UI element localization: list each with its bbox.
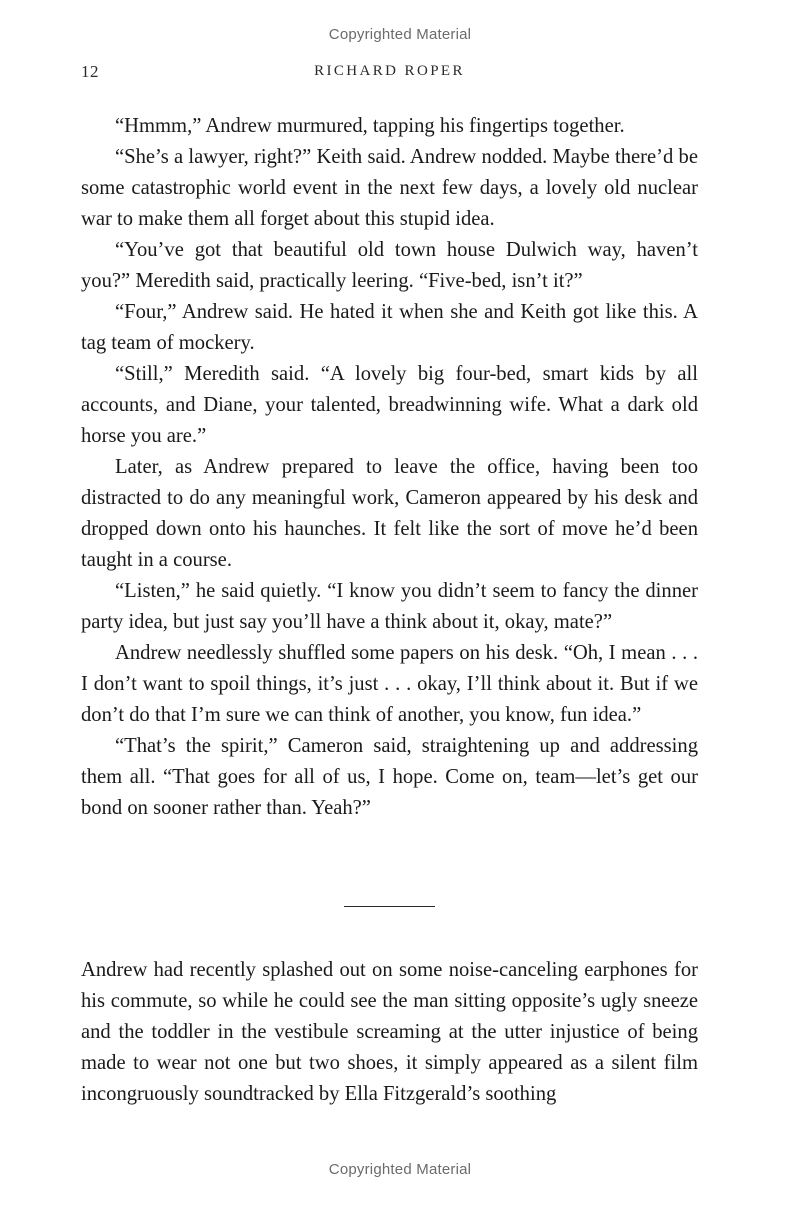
running-head (81, 62, 698, 88)
page-number: 12 (81, 62, 99, 81)
section-two-text (81, 955, 698, 1110)
paragraph: “She’s a lawyer, right?” Keith said. Andrew nodded. Maybe there’d be some catastrophic world event in the next few days, a lovely old nuclear war to make them all forget about this stupid idea. (81, 146, 698, 230)
paragraph: “You’ve got that beautiful old town house Dulwich way, haven’t you?” Meredith said, practically leering. “Five-bed, isn’t it?” (81, 239, 698, 292)
paragraph: “That’s the spirit,” Cameron said, straightening up and addressing them all. “That goes for all of us, I hope. Come on, team—let’s get our bond on sooner rather than. Yeah?” (81, 735, 698, 819)
section-break-rule (344, 906, 435, 907)
paragraph: Later, as Andrew prepared to leave the office, having been too distracted to do any meaningful work, Cameron appeared by his desk and dropped down onto his haunches. It felt like the sort of move he’d been taught in a course. (81, 456, 698, 571)
paragraph: “Still,” Meredith said. “A lovely big four-bed, smart kids by all accounts, and Diane, your talented, breadwinning wife. What a dark old horse you are.” (81, 363, 698, 447)
author-name: RICHARD ROPER (314, 63, 465, 79)
paragraph: “Four,” Andrew said. He hated it when she and Keith got like this. A tag team of mockery. (81, 301, 698, 354)
paragraph: “Hmmm,” Andrew murmured, tapping his fingertips together. (115, 115, 625, 137)
section-one-text (81, 111, 698, 824)
copyright-watermark-top: Copyrighted Material (328, 26, 472, 43)
paragraph: Andrew had recently splashed out on some noise-canceling earphones for his commute, so while he could see the man sitting opposite’s ugly sneeze and the toddler in the vestibule screaming at the utter injustice of being made to wear not one but two shoes, it simply appeared as a silent film incongruously soundtracked by Ella Fitzgerald’s soothing (81, 959, 698, 1105)
copyright-watermark-bottom: Copyrighted Material (328, 1161, 472, 1178)
paragraph: Andrew needlessly shuffled some papers on his desk. “Oh, I mean . . . I don’t want to spoil things, it’s just . . . okay, I’ll think about it. But if we don’t do that I’m sure we can think of another, you know, fun idea.” (81, 642, 698, 726)
paragraph: “Listen,” he said quietly. “I know you didn’t seem to fancy the dinner party idea, but just say you’ll have a think about it, okay, mate?” (81, 580, 698, 633)
